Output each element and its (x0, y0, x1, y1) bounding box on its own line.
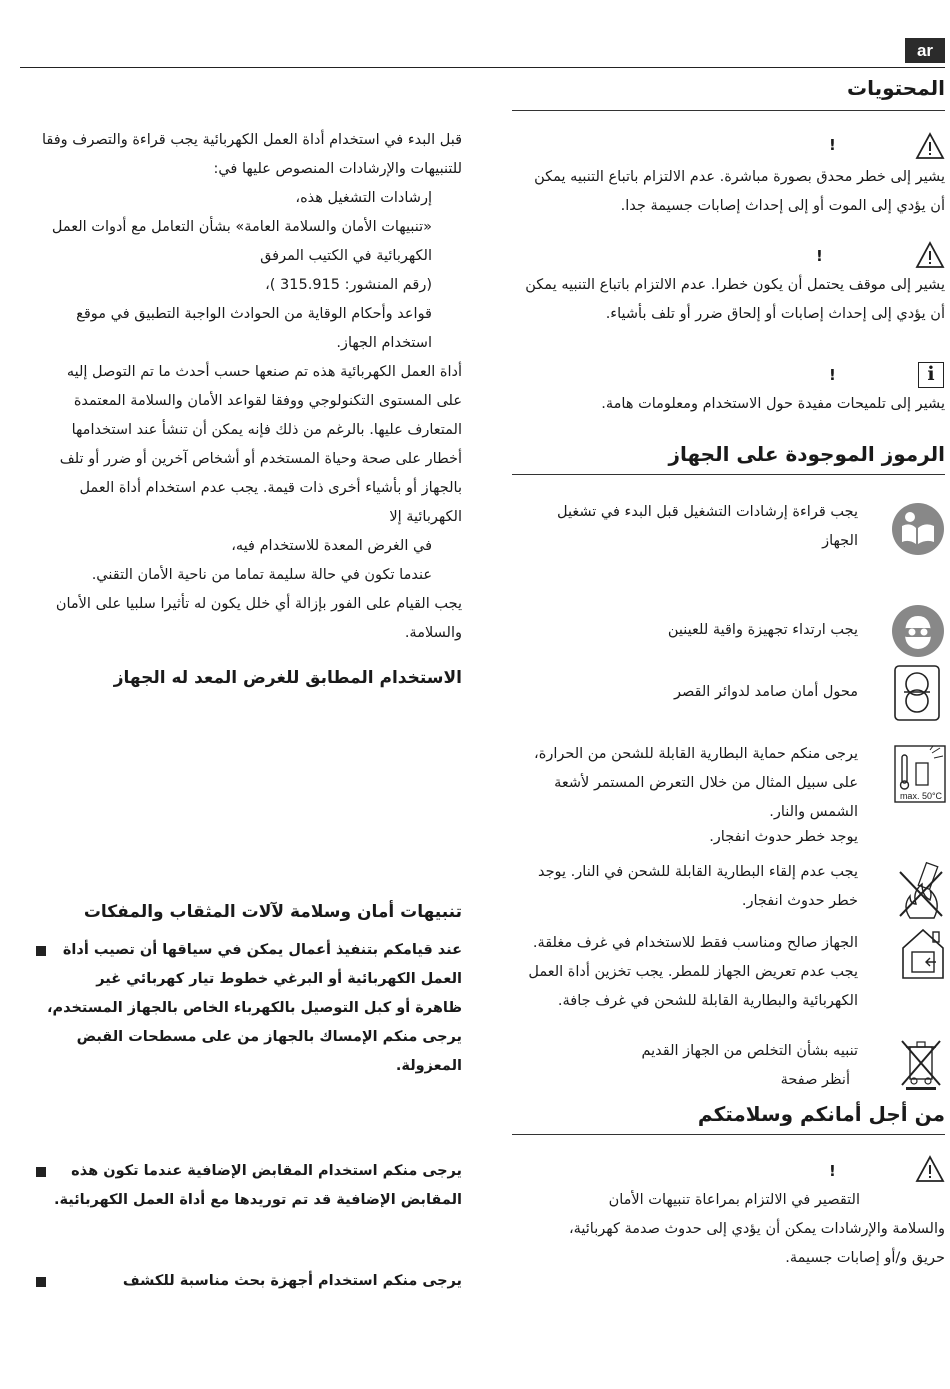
symbol-text: الجهاز صالح ومناسب فقط للاستخدام في غرف مغلقة. يجب عدم تعريض الجهاز للمطر. يجب تخزين أداة العمل الكهربائية والبطارية القابلة للشحن في غرف جافة. (528, 935, 858, 1009)
bullet-item (20, 936, 462, 1081)
symbol-text-2: يوجد خطر حدوث انفجار. (709, 829, 858, 845)
intro-text: قبل البدء في استخدام أداة العمل الكهربائية يجب قراءة والتصرف وفقا للتنبيهات والإرشادات المنصوص عليها في: (42, 132, 462, 177)
intended-use-title: الاستخدام المطابق للغرض المعد له الجهاز (113, 668, 462, 688)
warning-mark: ! (829, 136, 836, 154)
warning-danger-text: يشير إلى خطر محدق بصورة مباشرة. عدم الالتزام باتباع التنبيه يمكن أن يؤدي إلى الموت أو إلى إحداث إصابات جسيمة جدا. (534, 169, 945, 214)
warning-triangle-icon (915, 1155, 945, 1183)
symbol-text-2: أنظر صفحة (780, 1072, 850, 1088)
bullet-text: يرجى منكم استخدام المقابض الإضافية عندما تكون هذه المقابض الإضافية قد تم توريدها مع أداة العمل الكهربائية. (53, 1163, 462, 1208)
list-item: «تنبيهات الأمان والسلامة العامة» بشأن التعامل مع أدوات العمل الكهربائية في الكتيب المرفق (51, 219, 432, 264)
symbols-rule (512, 474, 945, 475)
symbol-text: يجب ارتداء تجهيزة واقية للعينين (667, 622, 858, 638)
contents-title: المحتويات (846, 76, 945, 100)
bullet-text: يرجى منكم استخدام أجهزة بحث مناسبة للكشف (122, 1273, 462, 1289)
paragraph: أداة العمل الكهربائية هذه تم صنعها حسب أحدث ما تم التوصل إليه على المستوى التكنولوجي ووفقا لقواعد الأمان والسلامة المعتمدة المتعارف عليها. بالرغم من ذلك فإنه يمكن أن تنشأ عند استخدامها أخطار على صحة وحياة المستخدم أو أشخاص آخرين أو ضرر أو تلف بالجهاز أو بأشياء أخرى ذات قيمة. يجب عدم استخدام أداة العمل الكهربائية إلا (59, 364, 462, 525)
list-item: (رقم المنشور: 315.915 )، (265, 277, 432, 293)
list-item: في الغرض المعدة للاستخدام فيه، (231, 538, 432, 554)
bullet-item (20, 1157, 462, 1215)
max-temperature-label: max. 50°C (899, 791, 943, 801)
info-mark: ! (829, 366, 836, 384)
symbol-text: تنبيه بشأن التخلص من الجهاز القديم (641, 1043, 858, 1059)
warning-triangle-icon (915, 132, 945, 160)
contents-rule (512, 110, 945, 111)
language-tab: ar (905, 38, 945, 63)
warning-mark: ! (816, 247, 823, 265)
list-item: عندما تكون في حالة سليمة تماما من ناحية الأمان التقني. (91, 567, 432, 583)
list-item: إرشادات التشغيل هذه، (295, 190, 432, 206)
bullet-item (20, 1267, 462, 1296)
symbols-title: الرموز الموجودة على الجهاز (668, 442, 945, 466)
bullet-text: عند قيامكم بتنفيذ أعمال يمكن في سياقها أن تصيب أداة العمل الكهربائية أو البرغي خطوط تيار كهربائي غير ظاهرة أو كبل التوصيل بالكهرباء الخاص بالجهاز المستخدم، يرجى منكم الإمساك بالجهاز من على مسطحات القبض المعزولة. (46, 942, 462, 1074)
safety-rule (512, 1134, 945, 1135)
safety-warning-text: التقصير في الالتزام بمراعاة تنبيهات الأمان والسلامة والإرشادات يمكن أن يؤدي إلى حدوث صدمة كهربائية، حريق و/أو إصابات جسيمة. (568, 1192, 945, 1266)
symbol-text: يجب عدم إلقاء البطارية القابلة للشحن في النار. يوجد خطر حدوث انفجار. (537, 864, 858, 909)
indoor-use-icon (900, 928, 946, 980)
symbol-text: يرجى منكم حماية البطارية القابلة للشحن من الحرارة، على سبيل المثال من خلال التعرض المستمر لأشعة الشمس والنار. (534, 746, 858, 820)
disposal-bin-icon (898, 1037, 944, 1091)
warning-caution-text: يشير إلى موقف يحتمل أن يكون خطرا. عدم الالتزام باتباع التنبيه يمكن أن يؤدي إلى إحداث إصابات أو إلحاق ضرر أو تلف بأشياء. (525, 277, 945, 322)
safety-title: من أجل أمانكم وسلامتكم (697, 1102, 945, 1126)
symbol-text: محول أمان صامد لدوائر القصر (673, 684, 858, 700)
info-icon: i (918, 362, 944, 388)
safety-transformer-icon (894, 665, 940, 721)
read-manual-icon (891, 502, 945, 556)
bullet-marker (36, 946, 46, 956)
list-item: قواعد وأحكام الوقاية من الحوادث الواجبة التطبيق في موقع استخدام الجهاز. (76, 306, 432, 351)
header-rule (20, 67, 945, 68)
left-column (40, 126, 462, 648)
warning-mark: ! (829, 1162, 836, 1180)
warning-triangle-icon (915, 241, 945, 269)
bullet-marker (36, 1167, 46, 1177)
bullet-marker (36, 1277, 46, 1287)
no-fire-icon (896, 858, 946, 920)
drill-safety-title: تنبيهات أمان وسلامة لآلات المثقاب والمفكات (83, 902, 462, 922)
info-text: يشير إلى تلميحات مفيدة حول الاستخدام ومعلومات هامة. (601, 396, 945, 412)
eye-protection-icon (891, 604, 945, 658)
symbol-text: يجب قراءة إرشادات التشغيل قبل البدء في تشغيل الجهاز (557, 504, 858, 549)
paragraph: يجب القيام على الفور بإزالة أي خلل يكون له تأثيرا سلبيا على الأمان والسلامة. (55, 596, 462, 641)
